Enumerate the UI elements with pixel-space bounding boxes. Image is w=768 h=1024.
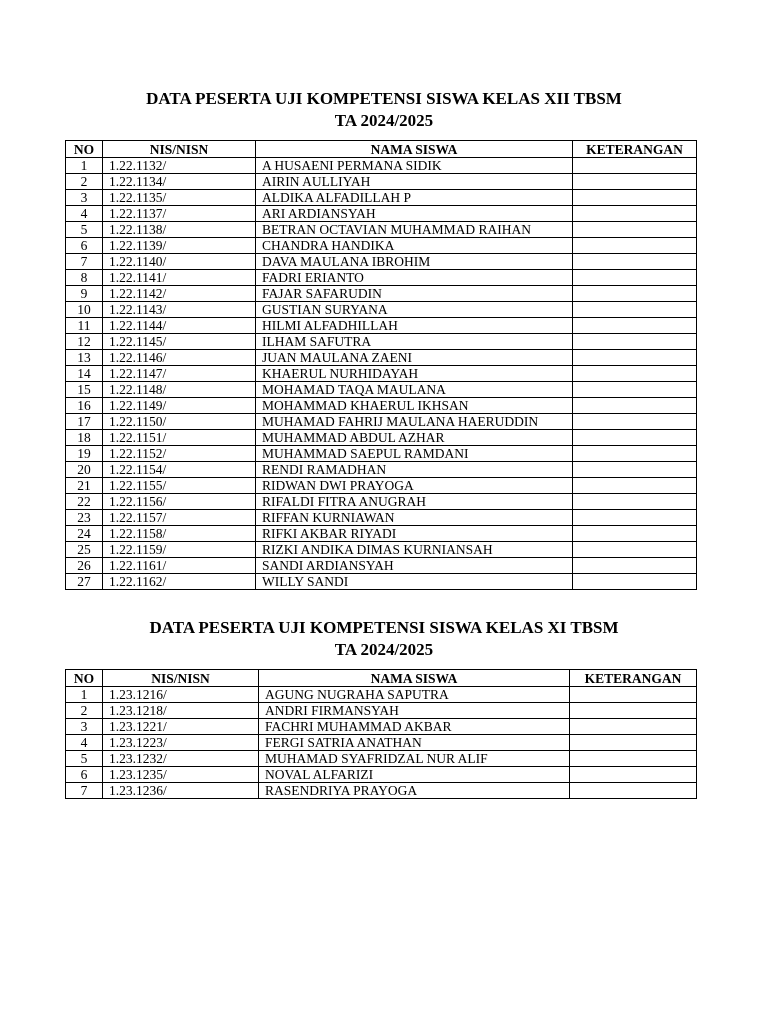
cell-no: 3: [66, 190, 103, 206]
table-row: [66, 270, 697, 286]
table-row: [66, 398, 697, 414]
table-row: [66, 366, 697, 382]
table-row: [66, 158, 697, 174]
cell-no: 22: [66, 494, 103, 510]
cell-no: 9: [66, 286, 103, 302]
cell-nama: DAVA MAULANA IBROHIM: [256, 254, 573, 270]
cell-keterangan: [573, 238, 697, 254]
cell-nis: 1.22.1159/: [103, 542, 256, 558]
cell-nis: 1.23.1223/: [103, 735, 259, 751]
cell-no: 5: [66, 222, 103, 238]
table-row: [66, 350, 697, 366]
cell-keterangan: [573, 158, 697, 174]
cell-nis: 1.22.1152/: [103, 446, 256, 462]
cell-nama: KHAERUL NURHIDAYAH: [256, 366, 573, 382]
table-row: [66, 542, 697, 558]
cell-no: 17: [66, 414, 103, 430]
cell-keterangan: [573, 382, 697, 398]
cell-nis: 1.22.1142/: [103, 286, 256, 302]
cell-no: 11: [66, 318, 103, 334]
cell-nama: GUSTIAN SURYANA: [256, 302, 573, 318]
cell-keterangan: [573, 286, 697, 302]
cell-keterangan: [573, 366, 697, 382]
cell-keterangan: [573, 494, 697, 510]
cell-nama: RIFALDI FITRA ANUGRAH: [256, 494, 573, 510]
cell-nama: MUHAMMAD ABDUL AZHAR: [256, 430, 573, 446]
cell-keterangan: [573, 430, 697, 446]
cell-nis: 1.22.1145/: [103, 334, 256, 350]
table-row: [66, 574, 697, 590]
cell-no: 1: [66, 158, 103, 174]
cell-no: 20: [66, 462, 103, 478]
cell-no: 26: [66, 558, 103, 574]
cell-keterangan: [573, 398, 697, 414]
cell-keterangan: [573, 350, 697, 366]
cell-nama: AIRIN AULLIYAH: [256, 174, 573, 190]
cell-nama: FERGI SATRIA ANATHAN: [259, 735, 570, 751]
cell-no: 4: [66, 735, 103, 751]
cell-nama: MOHAMMAD KHAERUL IKHSAN: [256, 398, 573, 414]
table-row: [66, 687, 697, 703]
cell-no: 2: [66, 703, 103, 719]
cell-nama: RASENDRIYA PRAYOGA: [259, 783, 570, 799]
cell-nama: FAJAR SAFARUDIN: [256, 286, 573, 302]
cell-keterangan: [570, 719, 697, 735]
cell-no: 10: [66, 302, 103, 318]
cell-nis: 1.22.1140/: [103, 254, 256, 270]
cell-nama: MUHAMAD SYAFRIDZAL NUR ALIF: [259, 751, 570, 767]
cell-no: 27: [66, 574, 103, 590]
cell-keterangan: [573, 574, 697, 590]
table-row: [66, 767, 697, 783]
cell-nis: 1.23.1232/: [103, 751, 259, 767]
table-header-row: [66, 670, 697, 687]
cell-nama: CHANDRA HANDIKA: [256, 238, 573, 254]
table-row: [66, 254, 697, 270]
cell-keterangan: [573, 254, 697, 270]
cell-nama: WILLY SANDI: [256, 574, 573, 590]
cell-keterangan: [573, 510, 697, 526]
table-row: [66, 510, 697, 526]
cell-nis: 1.22.1155/: [103, 478, 256, 494]
table-row: [66, 430, 697, 446]
cell-nama: SANDI ARDIANSYAH: [256, 558, 573, 574]
cell-nis: 1.23.1216/: [103, 687, 259, 703]
cell-no: 25: [66, 542, 103, 558]
table-row: [66, 238, 697, 254]
cell-keterangan: [573, 446, 697, 462]
cell-no: 24: [66, 526, 103, 542]
cell-nis: 1.23.1236/: [103, 783, 259, 799]
table-row: [66, 719, 697, 735]
cell-nis: 1.22.1147/: [103, 366, 256, 382]
cell-nis: 1.22.1161/: [103, 558, 256, 574]
cell-nis: 1.22.1141/: [103, 270, 256, 286]
cell-keterangan: [573, 462, 697, 478]
cell-no: 23: [66, 510, 103, 526]
header-nama: NAMA SISWA: [259, 670, 570, 687]
cell-nama: MUHAMAD FAHRIJ MAULANA HAERUDDIN: [256, 414, 573, 430]
cell-keterangan: [570, 767, 697, 783]
cell-no: 21: [66, 478, 103, 494]
cell-nis: 1.22.1144/: [103, 318, 256, 334]
cell-nis: 1.23.1218/: [103, 703, 259, 719]
cell-keterangan: [573, 334, 697, 350]
table-row: [66, 222, 697, 238]
table-row: [66, 751, 697, 767]
section2-title-line2: TA 2024/2025: [334, 640, 434, 659]
table-row: [66, 462, 697, 478]
header-no: NO: [66, 141, 103, 158]
cell-nis: 1.22.1149/: [103, 398, 256, 414]
cell-keterangan: [570, 735, 697, 751]
cell-no: 14: [66, 366, 103, 382]
cell-nis: 1.22.1132/: [103, 158, 256, 174]
header-keterangan: KETERANGAN: [570, 670, 697, 687]
cell-no: 2: [66, 174, 103, 190]
cell-nis: 1.22.1162/: [103, 574, 256, 590]
cell-keterangan: [570, 783, 697, 799]
cell-no: 16: [66, 398, 103, 414]
header-nis: NIS/NISN: [103, 141, 256, 158]
table-row: [66, 318, 697, 334]
cell-no: 7: [66, 254, 103, 270]
cell-keterangan: [573, 318, 697, 334]
cell-nis: 1.22.1150/: [103, 414, 256, 430]
section2-title-line1: DATA PESERTA UJI KOMPETENSI SISWA KELAS XI TBSM: [149, 618, 619, 637]
table-row: [66, 478, 697, 494]
cell-nama: NOVAL ALFARIZI: [259, 767, 570, 783]
cell-nama: RIFKI AKBAR RIYADI: [256, 526, 573, 542]
header-keterangan: KETERANGAN: [573, 141, 697, 158]
cell-keterangan: [573, 302, 697, 318]
table-row: [66, 190, 697, 206]
table-row: [66, 526, 697, 542]
table-row: [66, 286, 697, 302]
cell-keterangan: [573, 270, 697, 286]
table-row: [66, 703, 697, 719]
cell-nis: 1.23.1221/: [103, 719, 259, 735]
cell-keterangan: [570, 751, 697, 767]
cell-keterangan: [573, 414, 697, 430]
cell-no: 19: [66, 446, 103, 462]
header-no: NO: [66, 670, 103, 687]
cell-keterangan: [573, 222, 697, 238]
cell-nis: 1.22.1143/: [103, 302, 256, 318]
table-row: [66, 783, 697, 799]
cell-no: 6: [66, 238, 103, 254]
cell-nis: 1.22.1134/: [103, 174, 256, 190]
table-row: [66, 206, 697, 222]
cell-nama: HILMI ALFADHILLAH: [256, 318, 573, 334]
cell-nis: 1.22.1137/: [103, 206, 256, 222]
cell-nis: 1.22.1156/: [103, 494, 256, 510]
cell-keterangan: [570, 687, 697, 703]
cell-nama: JUAN MAULANA ZAENI: [256, 350, 573, 366]
cell-nama: BETRAN OCTAVIAN MUHAMMAD RAIHAN: [256, 222, 573, 238]
cell-no: 6: [66, 767, 103, 783]
cell-nama: RENDI RAMADHAN: [256, 462, 573, 478]
cell-nama: FADRI ERIANTO: [256, 270, 573, 286]
table-row: [66, 446, 697, 462]
header-nama: NAMA SISWA: [256, 141, 573, 158]
header-nis: NIS/NISN: [103, 670, 259, 687]
cell-no: 13: [66, 350, 103, 366]
table-row: [66, 735, 697, 751]
table-row: [66, 382, 697, 398]
table-row: [66, 174, 697, 190]
cell-nis: 1.22.1135/: [103, 190, 256, 206]
cell-nama: MUHAMMAD SAEPUL RAMDANI: [256, 446, 573, 462]
cell-nis: 1.23.1235/: [103, 767, 259, 783]
cell-no: 12: [66, 334, 103, 350]
cell-nama: MOHAMAD TAQA MAULANA: [256, 382, 573, 398]
cell-nama: RIZKI ANDIKA DIMAS KURNIANSAH: [256, 542, 573, 558]
table-header-row: [66, 141, 697, 158]
table-row: [66, 558, 697, 574]
cell-keterangan: [573, 542, 697, 558]
table-row: [66, 414, 697, 430]
section1-title-line1: DATA PESERTA UJI KOMPETENSI SISWA KELAS XII TBSM: [146, 89, 622, 108]
cell-no: 18: [66, 430, 103, 446]
cell-nama: ILHAM SAFUTRA: [256, 334, 573, 350]
table-row: [66, 334, 697, 350]
cell-nama: A HUSAENI PERMANA SIDIK: [256, 158, 573, 174]
cell-nis: 1.22.1158/: [103, 526, 256, 542]
section1-title-line2: TA 2024/2025: [334, 111, 434, 130]
cell-no: 15: [66, 382, 103, 398]
cell-no: 4: [66, 206, 103, 222]
cell-nama: RIFFAN KURNIAWAN: [256, 510, 573, 526]
cell-nama: ARI ARDIANSYAH: [256, 206, 573, 222]
cell-keterangan: [573, 558, 697, 574]
section2-title: [0, 617, 768, 661]
cell-nama: FACHRI MUHAMMAD AKBAR: [259, 719, 570, 735]
cell-no: 5: [66, 751, 103, 767]
cell-keterangan: [573, 206, 697, 222]
cell-nis: 1.22.1151/: [103, 430, 256, 446]
cell-keterangan: [573, 526, 697, 542]
cell-keterangan: [573, 478, 697, 494]
cell-nama: ALDIKA ALFADILLAH P: [256, 190, 573, 206]
cell-nama: RIDWAN DWI PRAYOGA: [256, 478, 573, 494]
cell-no: 8: [66, 270, 103, 286]
cell-no: 1: [66, 687, 103, 703]
cell-nis: 1.22.1146/: [103, 350, 256, 366]
cell-keterangan: [573, 174, 697, 190]
cell-nis: 1.22.1138/: [103, 222, 256, 238]
cell-nis: 1.22.1139/: [103, 238, 256, 254]
table-row: [66, 494, 697, 510]
cell-nama: ANDRI FIRMANSYAH: [259, 703, 570, 719]
cell-nis: 1.22.1154/: [103, 462, 256, 478]
cell-nis: 1.22.1148/: [103, 382, 256, 398]
section1-title: [0, 88, 768, 132]
cell-keterangan: [573, 190, 697, 206]
section2-table: [65, 669, 697, 799]
cell-no: 3: [66, 719, 103, 735]
cell-no: 7: [66, 783, 103, 799]
section1-table: [65, 140, 697, 590]
cell-nis: 1.22.1157/: [103, 510, 256, 526]
table-row: [66, 302, 697, 318]
cell-keterangan: [570, 703, 697, 719]
cell-nama: AGUNG NUGRAHA SAPUTRA: [259, 687, 570, 703]
